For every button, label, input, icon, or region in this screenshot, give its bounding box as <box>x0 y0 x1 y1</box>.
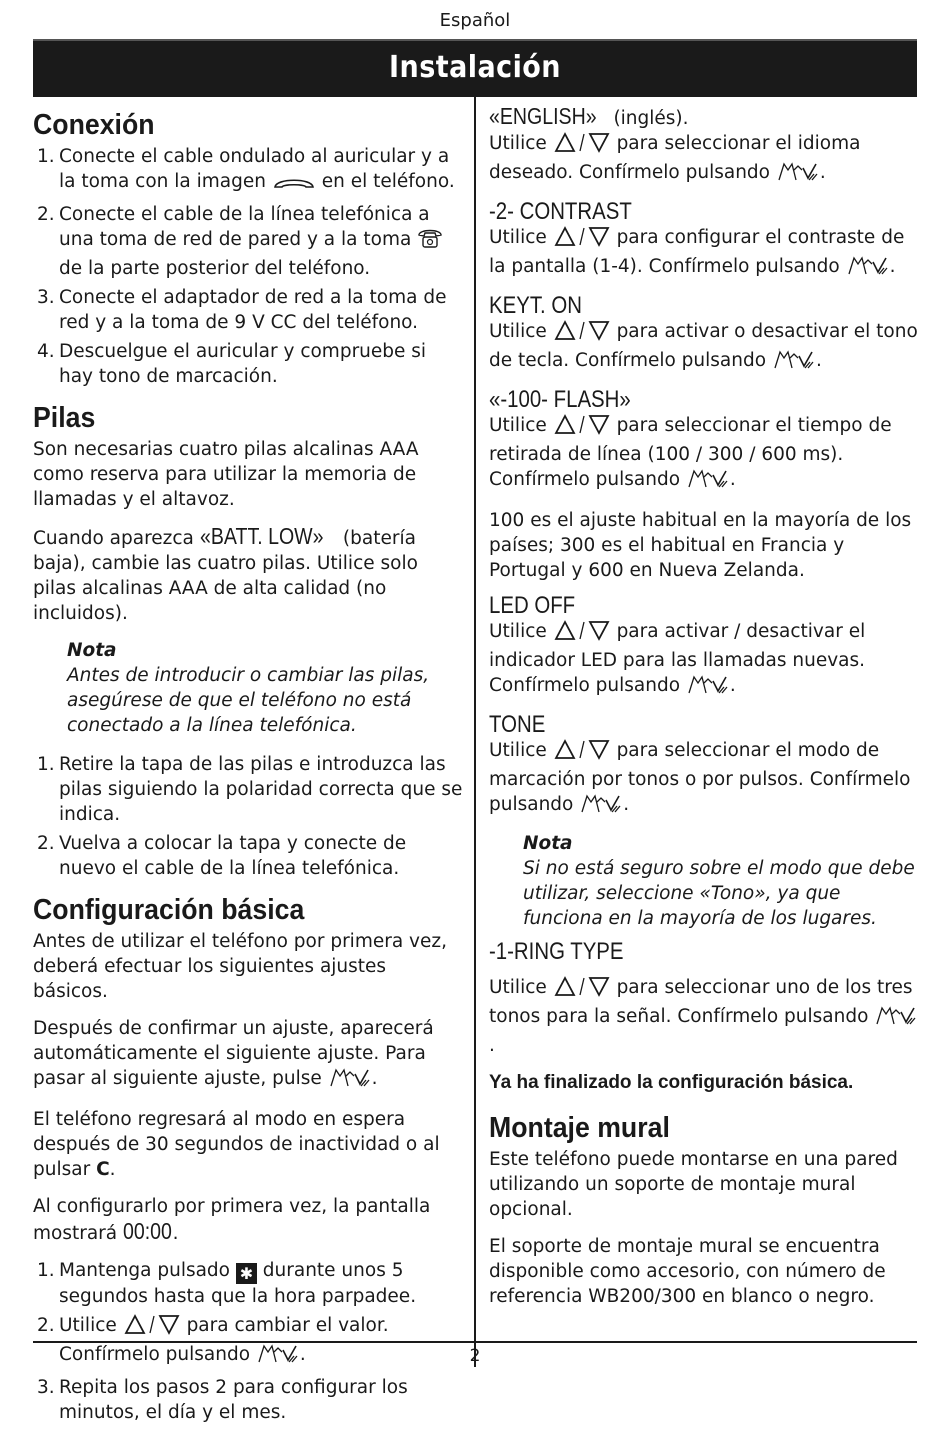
text-segment: para seleccionar uno de los tres tonos para la señal. Confírmelo pulsando <box>489 977 913 1027</box>
step-number: 3. <box>37 1377 55 1398</box>
mural-paragraph: Este teléfono puede montarse en una pared utilizando un soporte de montaje mural opcional. <box>489 1149 898 1220</box>
step-text: durante unos 5 segundos hasta que la hora parpadee. <box>59 1260 417 1307</box>
step-text: Conecte el cable ondulado al auricular y a la toma con la imagen <box>59 146 450 192</box>
ok-key-icon <box>776 160 820 189</box>
text-segment: . <box>729 675 736 696</box>
text-segment: . <box>815 350 822 371</box>
step-text: para cambiar el valor. Confírmelo pulsando <box>59 1315 389 1365</box>
ok-key-icon <box>579 792 623 821</box>
right-column <box>489 104 919 1321</box>
text-segment: (inglés). <box>607 108 689 129</box>
heading-configuracion: Configuración básica <box>33 894 305 926</box>
heading-pilas: Pilas <box>33 402 96 434</box>
done-message: Ya ha finalizado la configuración básica. <box>489 1072 854 1093</box>
text-segment: El teléfono regresará al modo en espera después de 30 segundos de inactividad o al pulsar <box>33 1109 440 1180</box>
text-segment: para activar o desactivar el tono de tecla. Confírmelo pulsando <box>489 321 918 371</box>
banner-title: Instalación <box>389 50 561 85</box>
step-text: Descuelgue el auricular y compruebe si hay tono de marcación. <box>59 341 427 387</box>
step-text: de la parte posterior del teléfono. <box>59 258 371 279</box>
text-segment: . <box>299 1344 306 1365</box>
text-segment: para seleccionar el modo de marcación por tonos o por pulsos. Confírmelo pulsando <box>489 740 911 815</box>
note-box <box>523 831 919 931</box>
config-paragraph <box>33 1194 465 1246</box>
step-text: en el teléfono. <box>321 171 455 192</box>
setting-title: TONE <box>489 711 546 738</box>
note-title: Nota <box>523 833 573 854</box>
up-down-keys-icon <box>553 975 611 1004</box>
note-box <box>67 638 465 738</box>
keytone-setting <box>489 293 919 377</box>
list-item <box>33 285 465 335</box>
text-segment: para configurar el contraste de la pantalla (1-4). Confírmelo pulsando <box>489 227 905 277</box>
text-segment: Utilice <box>489 227 547 248</box>
star-key-icon: ✱ <box>236 1263 257 1284</box>
setting-title: KEYT. ON <box>489 292 582 319</box>
pilas-paragraph: Son necesarias cuatro pilas alcalinas AAA como reserva para utilizar la memoria de llamadas y el altavoz. <box>33 439 419 510</box>
note-body: Si no está seguro sobre el modo que debe utilizar, seleccione «Tono», ya que funciona en la mayoría de los lugares. <box>523 858 915 929</box>
handset-icon <box>272 173 316 198</box>
step-number: 3. <box>37 287 55 308</box>
conexion-steps <box>33 144 465 389</box>
text-segment: Utilice <box>489 977 547 998</box>
setting-title: -2- CONTRAST <box>489 198 632 225</box>
up-down-keys-icon <box>123 1313 181 1342</box>
list-item <box>33 339 465 389</box>
left-column <box>33 104 465 1437</box>
mural-paragraph: El soporte de montaje mural se encuentra disponible como accesorio, con número de referencia WB200/300 en blanco o negro. <box>489 1236 886 1307</box>
text-segment: . <box>172 1223 179 1244</box>
ok-key-icon <box>328 1066 372 1095</box>
step-text: Vuelva a colocar la tapa y conecte de nuevo el cable de la línea telefónica. <box>59 833 407 879</box>
up-down-keys-icon <box>553 319 611 348</box>
language-label: Español <box>439 10 511 31</box>
list-item <box>33 144 465 198</box>
text-segment: para activar / desactivar el indicador LED para las llamadas nuevas. Confírmelo pulsando <box>489 621 866 696</box>
text-segment: para seleccionar el tiempo de retirada de línea (100 / 300 / 600 ms). Confírmelo pulsando <box>489 415 892 490</box>
text-segment: . <box>819 162 826 183</box>
ok-key-icon <box>846 254 890 283</box>
ring-setting <box>489 939 919 1058</box>
pilas-steps <box>33 752 465 881</box>
list-item <box>33 752 465 827</box>
step-text: Utilice <box>59 1315 117 1336</box>
tone-setting <box>489 712 919 931</box>
step-text: Mantenga pulsado <box>59 1260 230 1281</box>
heading-montaje-mural: Montaje mural <box>489 1112 670 1144</box>
text-segment: . <box>109 1159 116 1180</box>
led-setting <box>489 593 919 702</box>
flash-paragraph: 100 es el ajuste habitual en la mayoría de los países; 300 es el habitual en Francia y Portugal y 600 en Nueva Zelanda. <box>489 510 912 581</box>
text-segment: Después de confirmar un ajuste, aparecerá automáticamente el siguiente ajuste. Para pasar al siguiente ajuste, pulse <box>33 1018 434 1089</box>
step-number: 1. <box>37 1260 55 1281</box>
setting-title: LED OFF <box>489 592 576 619</box>
text-segment: . <box>729 469 736 490</box>
ok-key-icon <box>772 348 816 377</box>
list-item <box>33 1258 465 1309</box>
text-segment: Utilice <box>489 321 547 342</box>
pilas-batt-paragraph <box>33 524 465 626</box>
section-banner <box>33 39 917 97</box>
text-segment: Utilice <box>489 740 547 761</box>
ok-key-icon <box>686 467 730 496</box>
step-number: 1. <box>37 754 55 775</box>
note-body: Antes de introducir o cambiar las pilas, asegúrese de que el teléfono no está conectado a la línea telefónica. <box>67 665 430 736</box>
up-down-keys-icon <box>553 225 611 254</box>
heading-conexion: Conexión <box>33 109 155 141</box>
flash-setting <box>489 387 919 583</box>
step-text: Repita los pasos 2 para configurar los minutos, el día y el mes. <box>59 1377 408 1423</box>
config-paragraph: Antes de utilizar el teléfono por primera vez, deberá efectuar los siguientes ajustes básicos. <box>33 931 447 1002</box>
list-item <box>33 1375 465 1425</box>
english-setting <box>489 104 919 189</box>
display-code: «BATT. LOW» <box>199 523 324 549</box>
text-segment: Al configurarlo por primera vez, la pantalla mostrará <box>33 1196 431 1244</box>
ok-key-icon <box>874 1004 918 1033</box>
text-segment: . <box>489 1035 495 1056</box>
step-number: 2. <box>37 1315 55 1336</box>
display-code: «ENGLISH» <box>489 103 597 129</box>
text-segment: Utilice <box>489 415 547 436</box>
up-down-keys-icon <box>553 738 611 767</box>
contrast-setting <box>489 199 919 283</box>
list-item <box>33 202 465 281</box>
text-segment: para seleccionar el idioma deseado. Confírmelo pulsando <box>489 133 861 183</box>
note-title: Nota <box>67 640 117 661</box>
telephone-icon <box>417 227 443 256</box>
text-segment: . <box>623 794 630 815</box>
display-code: 00:00 <box>123 1218 172 1244</box>
c-key-label: C <box>96 1159 110 1180</box>
page-number: 2 <box>469 1346 481 1366</box>
text-segment: Utilice <box>489 621 547 642</box>
config-paragraph <box>33 1016 465 1095</box>
step-number: 1. <box>37 146 55 167</box>
ok-key-icon <box>686 673 730 702</box>
text-segment: Cuando aparezca <box>33 528 200 549</box>
config-paragraph <box>33 1107 465 1182</box>
footer-rule <box>33 1341 917 1343</box>
up-down-keys-icon <box>553 131 611 160</box>
up-down-keys-icon <box>553 619 611 648</box>
up-down-keys-icon <box>553 413 611 442</box>
text-segment: . <box>371 1068 378 1089</box>
column-divider <box>474 97 476 1367</box>
step-number: 2. <box>37 833 55 854</box>
text-segment: . <box>889 256 896 277</box>
step-text: Conecte el cable de la línea telefónica a una toma de red de pared y a la toma <box>59 204 430 250</box>
setting-title: -1-RING TYPE <box>489 938 624 965</box>
setting-title: «-100- FLASH» <box>489 386 631 413</box>
step-number: 2. <box>37 204 55 225</box>
list-item <box>33 831 465 881</box>
text-segment: Utilice <box>489 133 547 154</box>
step-text: Retire la tapa de las pilas e introduzca las pilas siguiendo la polaridad correcta que se indica. <box>59 754 463 825</box>
step-number: 4. <box>37 341 55 362</box>
step-text: Conecte el adaptador de red a la toma de red y a la toma de 9 V CC del teléfono. <box>59 287 447 333</box>
text-segment: (batería baja), cambie las cuatro pilas. Utilice solo pilas alcalinas AAA de alta calidad (no incluidos). <box>33 528 418 624</box>
